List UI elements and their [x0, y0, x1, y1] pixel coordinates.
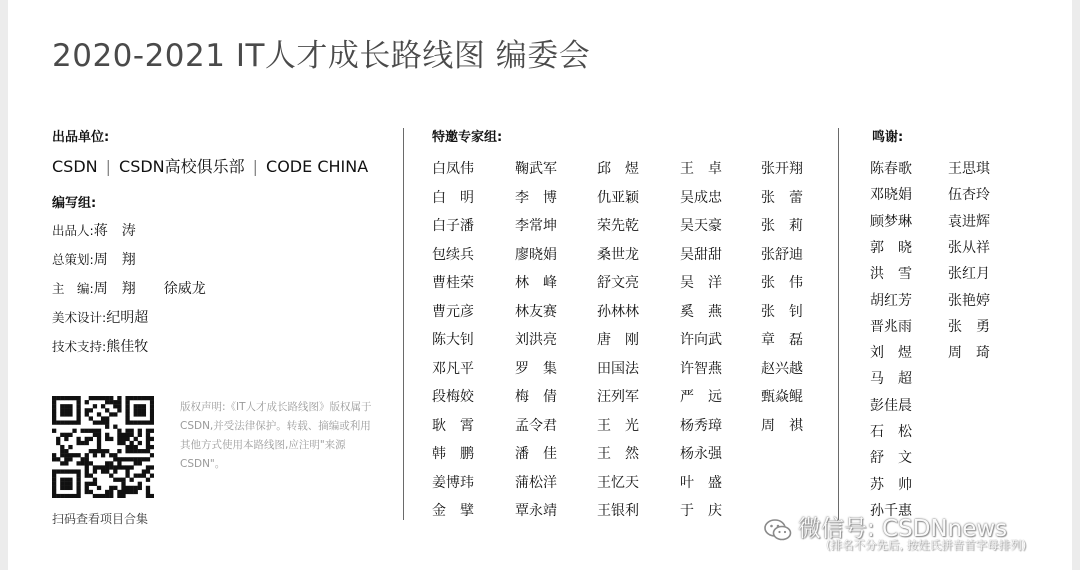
- expert-name: 白子潘: [432, 218, 474, 234]
- role-row: [52, 336, 148, 356]
- expert-name: 梅 倩: [515, 389, 557, 405]
- expert-name: 严 远: [680, 389, 722, 405]
- thanks-name: 邓晓娟: [870, 187, 912, 204]
- expert-name: 唐 刚: [597, 332, 639, 348]
- expert-name: 奚 燕: [680, 303, 722, 320]
- org-csdn: CSDN: [52, 157, 98, 176]
- expert-name: 姜博玮: [432, 474, 474, 491]
- qr-code[interactable]: [52, 396, 154, 498]
- org-separator: |: [252, 157, 259, 176]
- expert-name: 刘洪亮: [515, 332, 557, 348]
- expert-name: 李 博: [515, 189, 557, 206]
- expert-name: 桑世龙: [597, 246, 639, 263]
- expert-name: 蒲松洋: [515, 474, 557, 491]
- role-label: 美术设计:: [52, 310, 107, 325]
- expert-name: 包续兵: [432, 246, 474, 263]
- expert-name: 舒文亮: [597, 275, 639, 291]
- role-row: [52, 249, 136, 269]
- expert-name: 仇亚颖: [597, 189, 639, 206]
- thanks-name: 马 超: [870, 371, 912, 388]
- expert-name: 赵兴越: [761, 360, 803, 377]
- expert-name: 罗 集: [515, 360, 557, 377]
- org-separator: |: [105, 157, 112, 176]
- thanks-name: 舒 文: [870, 450, 912, 467]
- expert-name: 张 莉: [761, 218, 803, 234]
- expert-name: 张 蕾: [761, 189, 803, 206]
- expert-name: 韩 鹏: [432, 446, 474, 462]
- org-csdn-campus: CSDN高校俱乐部: [119, 157, 245, 176]
- expert-name: 李常坤: [515, 218, 557, 234]
- thanks-name: 洪 雪: [870, 266, 912, 283]
- role-row: [52, 307, 148, 327]
- thanks-name: 彭佳晨: [870, 397, 912, 414]
- expert-name: 许向武: [680, 332, 722, 348]
- expert-name: 张舒迪: [761, 246, 803, 263]
- expert-name: 鞠武军: [515, 161, 557, 177]
- expert-name: 覃永靖: [515, 503, 557, 519]
- expert-name: 林 峰: [515, 275, 557, 291]
- expert-name: 吴天豪: [680, 218, 722, 234]
- watermark-text: 微信号: CSDNnews: [798, 516, 1008, 542]
- role-names: 纪明超: [106, 310, 149, 326]
- role-row: [52, 278, 206, 298]
- thanks-name: 张 勇: [948, 318, 990, 335]
- role-names: 熊佳牧: [106, 339, 149, 355]
- thanks-name: 王思琪: [948, 161, 990, 177]
- expert-name: 邱 煜: [597, 161, 639, 177]
- thanks-name: 张红月: [948, 266, 990, 283]
- expert-name: 金 擘: [432, 503, 474, 519]
- thanks-name: 陈春歌: [870, 161, 912, 177]
- thanks-heading: 鸣谢:: [872, 130, 904, 145]
- thanks-name: 袁进辉: [948, 213, 990, 230]
- role-row: [52, 220, 136, 240]
- thanks-name: 苏 帅: [870, 476, 912, 493]
- expert-name: 林友赛: [515, 303, 557, 320]
- thanks-name: 胡红芳: [870, 292, 912, 309]
- expert-name: 汪列军: [597, 389, 639, 405]
- expert-name: 陈大钊: [432, 332, 474, 348]
- expert-name: 甄焱鲲: [761, 389, 803, 405]
- expert-name: 王 卓: [680, 161, 722, 177]
- expert-name: 许智燕: [680, 360, 722, 377]
- expert-name: 荣先乾: [597, 218, 639, 234]
- expert-name: 于 庆: [680, 503, 722, 519]
- expert-name: 张 钊: [761, 303, 803, 320]
- expert-name: 孙林林: [597, 303, 639, 320]
- expert-name: 吴 洋: [680, 275, 722, 291]
- writing-heading: 编写组:: [52, 196, 97, 211]
- thanks-name: 刘 煜: [870, 345, 912, 362]
- thanks-name: 周 琦: [948, 345, 990, 362]
- expert-name: 周 祺: [761, 417, 803, 434]
- role-label: 出品人:: [52, 223, 94, 238]
- wechat-icon: [764, 519, 792, 541]
- expert-name: 耿 霄: [432, 417, 474, 434]
- page-title: 2020-2021 IT人才成长路线图 编委会: [52, 38, 591, 74]
- expert-name: 邓凡平: [432, 360, 474, 377]
- expert-name: 白凤伟: [432, 161, 474, 177]
- role-names: 周 翔: [93, 252, 136, 268]
- thanks-name: 石 松: [870, 424, 912, 440]
- expert-name: 王 然: [597, 446, 639, 462]
- ordering-note: (排名不分先后, 按姓氏拼音首字母排列): [826, 538, 1027, 552]
- role-label: 总策划:: [52, 252, 94, 267]
- producer-orgs: [52, 154, 368, 177]
- page: [8, 0, 1072, 570]
- expert-name: 张开翔: [761, 161, 803, 177]
- thanks-name: 孙千惠: [870, 502, 912, 519]
- expert-name: 张 伟: [761, 275, 803, 291]
- expert-name: 廖晓娟: [515, 246, 557, 263]
- expert-name: 王忆天: [597, 474, 639, 491]
- expert-name: 潘 佳: [515, 446, 557, 462]
- thanks-name: 郭 晓: [870, 239, 912, 256]
- expert-name: 吴甜甜: [680, 246, 722, 263]
- copyright-notice: 版权声明:《IT人才成长路线图》版权属于CSDN,并受法律保护。转载、摘编或利用其他方式使用本路线图,应注明"来源CSDN"。: [180, 401, 372, 470]
- thanks-name: 张从祥: [948, 239, 990, 256]
- role-names: 蒋 涛: [93, 223, 136, 239]
- thanks-name: 晋兆雨: [870, 318, 912, 335]
- expert-name: 孟令君: [515, 417, 557, 434]
- org-code-china: CODE CHINA: [266, 157, 369, 176]
- thanks-name: 伍杏玲: [948, 187, 990, 204]
- expert-name: 章 磊: [761, 332, 803, 348]
- expert-name: 段梅姣: [432, 389, 474, 405]
- thanks-name: 张艳婷: [948, 292, 990, 309]
- role-names: 周 翔 徐威龙: [93, 281, 206, 297]
- expert-name: 王银利: [597, 503, 639, 519]
- expert-name: 曹元彦: [432, 303, 474, 320]
- expert-name: 王 光: [597, 417, 639, 434]
- role-label: 技术支持:: [52, 339, 107, 354]
- expert-name: 白 明: [432, 189, 474, 206]
- expert-name: 田国法: [597, 360, 639, 377]
- expert-name: 吴成忠: [680, 189, 722, 206]
- column-divider: [403, 128, 404, 520]
- column-divider: [838, 128, 839, 520]
- expert-name: 杨秀璋: [680, 417, 722, 434]
- experts-heading: 特邀专家组:: [432, 130, 503, 145]
- producer-heading: 出品单位:: [52, 130, 110, 145]
- role-label: 主 编:: [52, 281, 94, 296]
- thanks-name: 顾梦琳: [870, 213, 912, 230]
- qr-label: 扫码查看项目合集: [52, 512, 149, 526]
- expert-name: 杨永强: [680, 446, 722, 462]
- expert-name: 曹桂荣: [432, 275, 474, 291]
- expert-name: 叶 盛: [680, 474, 722, 491]
